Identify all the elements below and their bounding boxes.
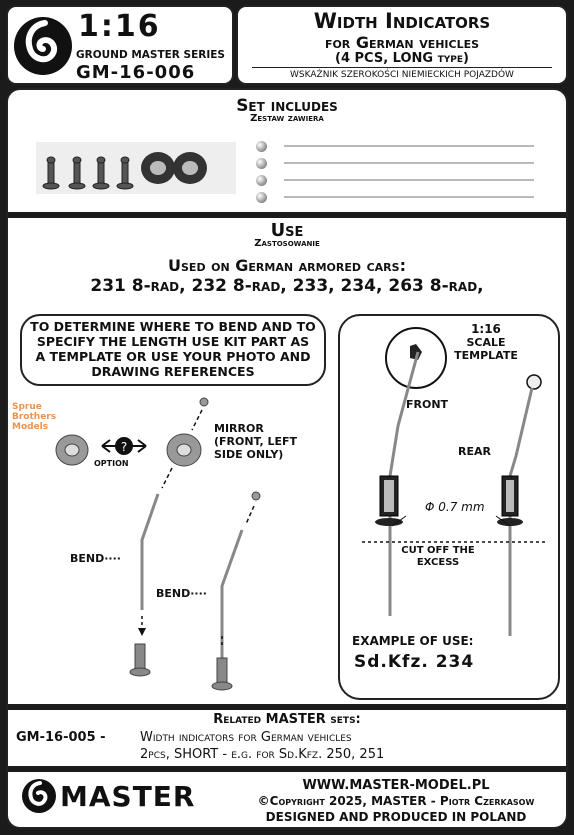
bullet-icon [256, 141, 267, 152]
product-title: Width Indicators [313, 9, 491, 33]
related-desc: Width indicators for German vehicles [140, 730, 352, 745]
mirror-label: MIRROR (FRONT, LEFT SIDE ONLY) [214, 422, 298, 461]
series-label: GROUND MASTER SERIES [76, 49, 225, 61]
section-divider [8, 212, 566, 218]
template-label: SCALE TEMPLATE [454, 336, 518, 362]
related-title: Related MASTER sets: [213, 712, 361, 727]
section-divider [8, 766, 566, 772]
related-desc2: 2pcs, SHORT - e.g. for Sd.Kfz. 250, 251 [140, 747, 385, 762]
product-subtitle: for German vehicles [324, 33, 480, 52]
cut-off-label: CUT OFF THE EXCESS [401, 545, 475, 568]
header-title-box [236, 5, 568, 85]
instruction-note-box [20, 314, 326, 386]
list-line [284, 145, 534, 147]
front-label: FRONT [406, 398, 449, 411]
set-includes-title: Set includes [236, 96, 338, 116]
bullet-icon [256, 158, 267, 169]
option-label: OPTION [94, 459, 129, 468]
related-code: GM-16-005 - [16, 730, 106, 745]
section-divider [8, 704, 566, 710]
use-subtitle: Zastosowanie [254, 238, 320, 249]
parts-photo [36, 138, 236, 198]
footer-brand: MASTER [60, 780, 196, 813]
example-label: EXAMPLE OF USE: [352, 634, 474, 648]
bullet-icon [256, 192, 267, 203]
scale-label: 1:16 [78, 9, 161, 44]
watermark-text: Sprue Brothers Models [12, 402, 57, 432]
used-on-label: Used on German armored cars: [168, 256, 406, 275]
vehicle-list: 231 8-rad, 232 8-rad, 233, 234, 263 8-rad, [90, 276, 484, 296]
svg-text:?: ? [120, 440, 128, 454]
footer-made: DESIGNED AND PRODUCED IN POLAND [265, 810, 527, 824]
instruction-note: TO DETERMINE WHERE TO BEND AND TO SPECIFY THE LENGTH USE KIT PART AS A TEMPLATE OR USE YOUR PHOTO AND DRAWING REFERENCES [30, 319, 316, 379]
bend-label-2: BEND···· [156, 587, 207, 600]
use-title: Use [270, 220, 304, 241]
product-pieces: (4 PCS, LONG type) [335, 51, 469, 66]
footer-url: WWW.MASTER-MODEL.PL [302, 778, 490, 793]
list-line [284, 196, 534, 198]
master-logo-icon [12, 13, 74, 79]
header-brand-box [6, 5, 234, 85]
master-logo-icon [20, 776, 58, 816]
list-line [284, 162, 534, 164]
bullet-icon [256, 175, 267, 186]
footer-copyright: ©Copyright 2025, MASTER - Piotr Czerkasow [257, 794, 535, 808]
list-line [284, 179, 534, 181]
product-code: GM-16-006 [76, 62, 196, 83]
example-vehicle: Sd.Kfz. 234 [354, 652, 475, 672]
diameter-label: Φ 0.7 mm [425, 500, 485, 514]
template-scale: 1:16 [471, 322, 501, 336]
rear-label: REAR [458, 445, 491, 458]
bend-label-1: BEND···· [70, 552, 121, 565]
set-includes-subtitle: Zestaw zawiera [250, 113, 324, 124]
polish-title: WSKAŹNIK SZEROKOŚCI NIEMIECKICH POJAZDÓW [290, 70, 514, 80]
